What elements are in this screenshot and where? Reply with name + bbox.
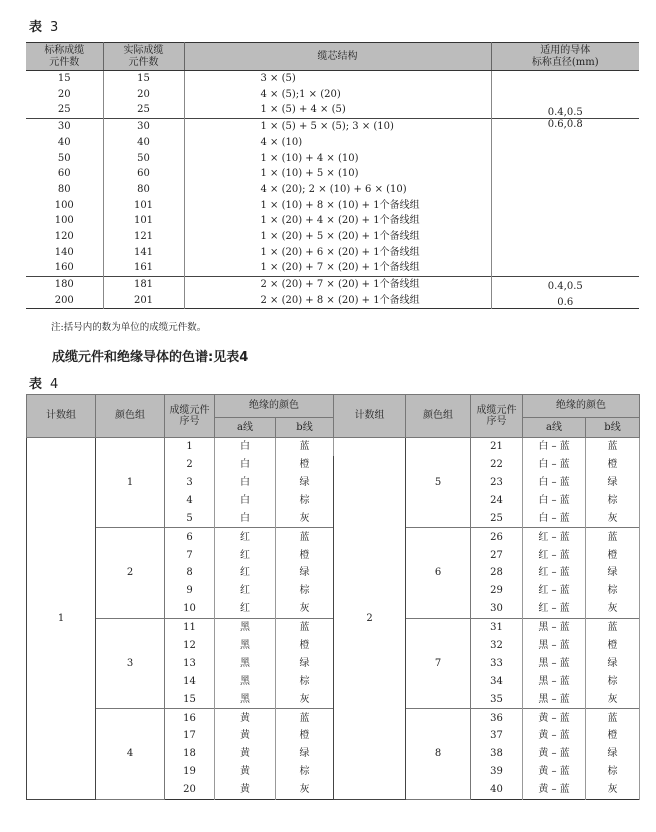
nominal-count-cell: 15: [26, 71, 103, 87]
a-wire-color-right: 黑 – 蓝: [523, 637, 586, 655]
color-group-left: 3: [96, 618, 165, 708]
a-wire-color-right: 黑 – 蓝: [523, 690, 586, 708]
nominal-count-cell: 140: [26, 245, 103, 261]
table3-label: 表 3: [29, 20, 59, 35]
element-no-right: 30: [471, 600, 523, 618]
b-wire-color-right: 绿: [586, 564, 640, 582]
element-no-left: 14: [165, 673, 215, 691]
a-wire-color-left: 白: [215, 492, 276, 510]
a-wire-color-left: 红: [215, 564, 276, 582]
actual-count-cell: 181: [103, 276, 184, 292]
a-wire-color-left: 黄: [215, 745, 276, 763]
t4-header-count-group-2: 计数组: [334, 395, 406, 438]
color-group-right: 6: [406, 528, 471, 618]
b-wire-color-right: 灰: [586, 781, 640, 799]
t4-header-color-group-2: 颜色组: [406, 395, 471, 438]
t4-header-color-group: 颜色组: [96, 395, 165, 438]
b-wire-color-left: 绿: [276, 655, 334, 673]
b-wire-color-right: 棕: [586, 763, 640, 781]
structure-cell: 4 × (20); 2 × (10) + 6 × (10): [184, 182, 491, 198]
element-no-left: 7: [165, 546, 215, 564]
a-wire-color-left: 黑: [215, 618, 276, 636]
nominal-count-cell: 30: [26, 119, 103, 135]
table-row: [26, 119, 639, 135]
a-wire-color-left: 白: [215, 474, 276, 492]
structure-cell: 1 × (10) + 4 × (10): [184, 150, 491, 166]
table-row: [27, 528, 640, 546]
element-no-left: 17: [165, 727, 215, 745]
t4-header-b-wire: b线: [276, 418, 334, 438]
actual-count-cell: 15: [103, 71, 184, 87]
a-wire-color-right: 黄 – 蓝: [523, 781, 586, 799]
b-wire-color-left: 棕: [276, 673, 334, 691]
nominal-count-cell: 200: [26, 293, 103, 309]
actual-count-cell: 20: [103, 87, 184, 103]
a-wire-color-left: 黑: [215, 673, 276, 691]
t4-header-element-no-2: 成缆元件 序号: [471, 395, 523, 438]
element-no-left: 8: [165, 564, 215, 582]
structure-cell: 4 × (10): [184, 135, 491, 151]
b-wire-color-right: 橙: [586, 546, 640, 564]
a-wire-color-right: 白 – 蓝: [523, 438, 586, 456]
b-wire-color-left: 橙: [276, 546, 334, 564]
b-wire-color-right: 绿: [586, 655, 640, 673]
actual-count-cell: 25: [103, 102, 184, 118]
b-wire-color-right: 蓝: [586, 709, 640, 727]
a-wire-color-right: 黑 – 蓝: [523, 655, 586, 673]
actual-count-cell: 201: [103, 293, 184, 309]
b-wire-color-right: 绿: [586, 474, 640, 492]
nominal-count-cell: 80: [26, 182, 103, 198]
a-wire-color-left: 红: [215, 600, 276, 618]
nominal-count-cell: 25: [26, 102, 103, 118]
nominal-count-cell: 20: [26, 87, 103, 103]
structure-cell: 1 × (5) + 5 × (5); 3 × (10): [184, 119, 491, 135]
element-no-right: 35: [471, 690, 523, 708]
a-wire-color-left: 红: [215, 546, 276, 564]
element-no-left: 4: [165, 492, 215, 510]
b-wire-color-left: 棕: [276, 582, 334, 600]
b-wire-color-right: 橙: [586, 637, 640, 655]
element-no-left: 16: [165, 709, 215, 727]
a-wire-color-right: 黑 – 蓝: [523, 673, 586, 691]
b-wire-color-left: 灰: [276, 510, 334, 528]
structure-cell: 2 × (20) + 8 × (20) + 1个备线组: [184, 293, 491, 309]
element-no-right: 37: [471, 727, 523, 745]
element-no-right: 33: [471, 655, 523, 673]
actual-count-cell: 101: [103, 213, 184, 229]
b-wire-color-left: 蓝: [276, 709, 334, 727]
element-no-right: 27: [471, 546, 523, 564]
a-wire-color-left: 黄: [215, 709, 276, 727]
nominal-count-cell: 160: [26, 260, 103, 276]
element-no-right: 24: [471, 492, 523, 510]
b-wire-color-right: 橙: [586, 727, 640, 745]
a-wire-color-right: 黄 – 蓝: [523, 763, 586, 781]
a-wire-color-left: 黑: [215, 655, 276, 673]
a-wire-color-right: 白 – 蓝: [523, 510, 586, 528]
structure-cell: 1 × (20) + 7 × (20) + 1个备线组: [184, 260, 491, 276]
t3-body: [26, 71, 639, 309]
b-wire-color-right: 棕: [586, 492, 640, 510]
table3: [26, 42, 639, 309]
a-wire-color-right: 黄 – 蓝: [523, 727, 586, 745]
b-wire-color-left: 橙: [276, 727, 334, 745]
element-no-left: 11: [165, 618, 215, 636]
element-no-right: 38: [471, 745, 523, 763]
element-no-right: 36: [471, 709, 523, 727]
nominal-count-cell: 50: [26, 150, 103, 166]
b-wire-color-right: 蓝: [586, 528, 640, 546]
b-wire-color-left: 灰: [276, 600, 334, 618]
element-no-right: 26: [471, 528, 523, 546]
nominal-count-cell: 180: [26, 276, 103, 292]
structure-cell: 1 × (20) + 5 × (20) + 1个备线组: [184, 229, 491, 245]
b-wire-color-right: 灰: [586, 510, 640, 528]
element-no-right: 32: [471, 637, 523, 655]
a-wire-color-left: 黄: [215, 763, 276, 781]
table-row: [26, 293, 639, 309]
a-wire-color-left: 黄: [215, 727, 276, 745]
element-no-left: 1: [165, 438, 215, 456]
element-no-left: 3: [165, 474, 215, 492]
b-wire-color-left: 灰: [276, 690, 334, 708]
nominal-count-cell: 60: [26, 166, 103, 182]
b-wire-color-left: 蓝: [276, 438, 334, 456]
color-group-right: 5: [406, 438, 471, 528]
nominal-count-cell: 100: [26, 198, 103, 214]
t4-header-b-wire-2: b线: [586, 418, 640, 438]
b-wire-color-left: 绿: [276, 474, 334, 492]
element-no-right: 40: [471, 781, 523, 799]
structure-cell: 1 × (10) + 5 × (10): [184, 166, 491, 182]
table-row: [26, 71, 639, 87]
t4-header-count-group: 计数组: [27, 395, 96, 438]
count-group-right: 2: [334, 438, 406, 800]
nominal-count-cell: 120: [26, 229, 103, 245]
element-no-right: 25: [471, 510, 523, 528]
element-no-left: 12: [165, 637, 215, 655]
element-no-right: 21: [471, 438, 523, 456]
section-heading: 成缆元件和绝缘导体的色谱:见表4: [52, 350, 249, 365]
a-wire-color-right: 红 – 蓝: [523, 582, 586, 600]
element-no-left: 18: [165, 745, 215, 763]
a-wire-color-right: 黄 – 蓝: [523, 745, 586, 763]
a-wire-color-left: 白: [215, 438, 276, 456]
structure-cell: 1 × (10) + 8 × (10) + 1个备线组: [184, 198, 491, 214]
b-wire-color-left: 棕: [276, 492, 334, 510]
a-wire-color-left: 红: [215, 582, 276, 600]
a-wire-color-right: 红 – 蓝: [523, 528, 586, 546]
structure-cell: 4 × (5);1 × (20): [184, 87, 491, 103]
b-wire-color-right: 棕: [586, 673, 640, 691]
nominal-count-cell: 40: [26, 135, 103, 151]
a-wire-color-right: 黄 – 蓝: [523, 709, 586, 727]
table-row: [27, 438, 640, 456]
element-no-left: 15: [165, 690, 215, 708]
a-wire-color-right: 红 – 蓝: [523, 564, 586, 582]
color-group-right: 8: [406, 709, 471, 799]
a-wire-color-right: 红 – 蓝: [523, 600, 586, 618]
element-no-right: 34: [471, 673, 523, 691]
table-row: [27, 709, 640, 727]
actual-count-cell: 121: [103, 229, 184, 245]
nominal-count-cell: 100: [26, 213, 103, 229]
a-wire-color-left: 黑: [215, 637, 276, 655]
actual-count-cell: 101: [103, 198, 184, 214]
b-wire-color-right: 棕: [586, 582, 640, 600]
table4-label: 表 4: [29, 377, 59, 392]
element-no-left: 6: [165, 528, 215, 546]
a-wire-color-right: 红 – 蓝: [523, 546, 586, 564]
element-no-right: 28: [471, 564, 523, 582]
element-no-left: 13: [165, 655, 215, 673]
conductor-cell: 0.4,0.5: [491, 276, 639, 292]
color-group-left: 2: [96, 528, 165, 618]
element-no-right: 23: [471, 474, 523, 492]
t4-header-insulation-color: 绝缘的颜色: [215, 395, 334, 418]
actual-count-cell: 50: [103, 150, 184, 166]
a-wire-color-right: 黑 – 蓝: [523, 618, 586, 636]
actual-count-cell: 141: [103, 245, 184, 261]
structure-cell: 1 × (20) + 4 × (20) + 1个备线组: [184, 213, 491, 229]
t3-header-actual: 实际成缆 元件数: [103, 43, 184, 71]
t4-header-a-wire: a线: [215, 418, 276, 438]
a-wire-color-right: 白 – 蓝: [523, 474, 586, 492]
t3-header-conductor: 适用的导体 标称直径(mm): [491, 43, 639, 71]
a-wire-color-left: 红: [215, 528, 276, 546]
table4: [26, 394, 640, 800]
structure-cell: 3 × (5): [184, 71, 491, 87]
b-wire-color-left: 棕: [276, 763, 334, 781]
conductor-cell: 0.6: [557, 296, 574, 308]
structure-cell: 1 × (20) + 6 × (20) + 1个备线组: [184, 245, 491, 261]
conductor-cell: 0.6,0.8: [491, 119, 639, 277]
actual-count-cell: 40: [103, 135, 184, 151]
b-wire-color-right: 蓝: [586, 438, 640, 456]
t4-header-insulation-color-2: 绝缘的颜色: [523, 395, 640, 418]
b-wire-color-right: 橙: [586, 456, 640, 474]
t4-body: [27, 438, 640, 800]
b-wire-color-left: 绿: [276, 564, 334, 582]
b-wire-color-right: 绿: [586, 745, 640, 763]
element-no-left: 2: [165, 456, 215, 474]
t3-header-structure: 缆芯结构: [184, 43, 491, 71]
structure-cell: 2 × (20) + 7 × (20) + 1个备线组: [184, 276, 491, 292]
table3-note: 注:括号内的数为单位的成缆元件数。: [51, 322, 207, 333]
a-wire-color-right: 白 – 蓝: [523, 456, 586, 474]
element-no-left: 9: [165, 582, 215, 600]
color-group-right: 7: [406, 618, 471, 708]
element-no-right: 29: [471, 582, 523, 600]
element-no-right: 22: [471, 456, 523, 474]
element-no-left: 20: [165, 781, 215, 799]
a-wire-color-right: 白 – 蓝: [523, 492, 586, 510]
a-wire-color-left: 黑: [215, 690, 276, 708]
b-wire-color-left: 灰: [276, 781, 334, 799]
element-no-left: 5: [165, 510, 215, 528]
b-wire-color-left: 绿: [276, 745, 334, 763]
table-row: [27, 618, 640, 636]
t4-header-a-wire-2: a线: [523, 418, 586, 438]
a-wire-color-left: 黄: [215, 781, 276, 799]
element-no-left: 19: [165, 763, 215, 781]
element-no-left: 10: [165, 600, 215, 618]
count-group-left: 1: [27, 438, 96, 800]
color-group-left: 4: [96, 709, 165, 799]
actual-count-cell: 60: [103, 166, 184, 182]
table-row: [26, 276, 639, 292]
b-wire-color-left: 蓝: [276, 618, 334, 636]
b-wire-color-left: 蓝: [276, 528, 334, 546]
b-wire-color-right: 蓝: [586, 618, 640, 636]
b-wire-color-left: 橙: [276, 456, 334, 474]
color-group-left: 1: [96, 438, 165, 528]
actual-count-cell: 30: [103, 119, 184, 135]
b-wire-color-left: 橙: [276, 637, 334, 655]
t4-header-element-no: 成缆元件 序号: [165, 395, 215, 438]
t3-header-nominal: 标称成缆 元件数: [26, 43, 103, 71]
element-no-right: 31: [471, 618, 523, 636]
actual-count-cell: 161: [103, 260, 184, 276]
element-no-right: 39: [471, 763, 523, 781]
a-wire-color-left: 白: [215, 510, 276, 528]
b-wire-color-right: 灰: [586, 600, 640, 618]
conductor-cell: 0.4,0.5: [547, 106, 583, 118]
a-wire-color-left: 白: [215, 456, 276, 474]
b-wire-color-right: 灰: [586, 690, 640, 708]
structure-cell: 1 × (5) + 4 × (5): [184, 102, 491, 118]
actual-count-cell: 80: [103, 182, 184, 198]
